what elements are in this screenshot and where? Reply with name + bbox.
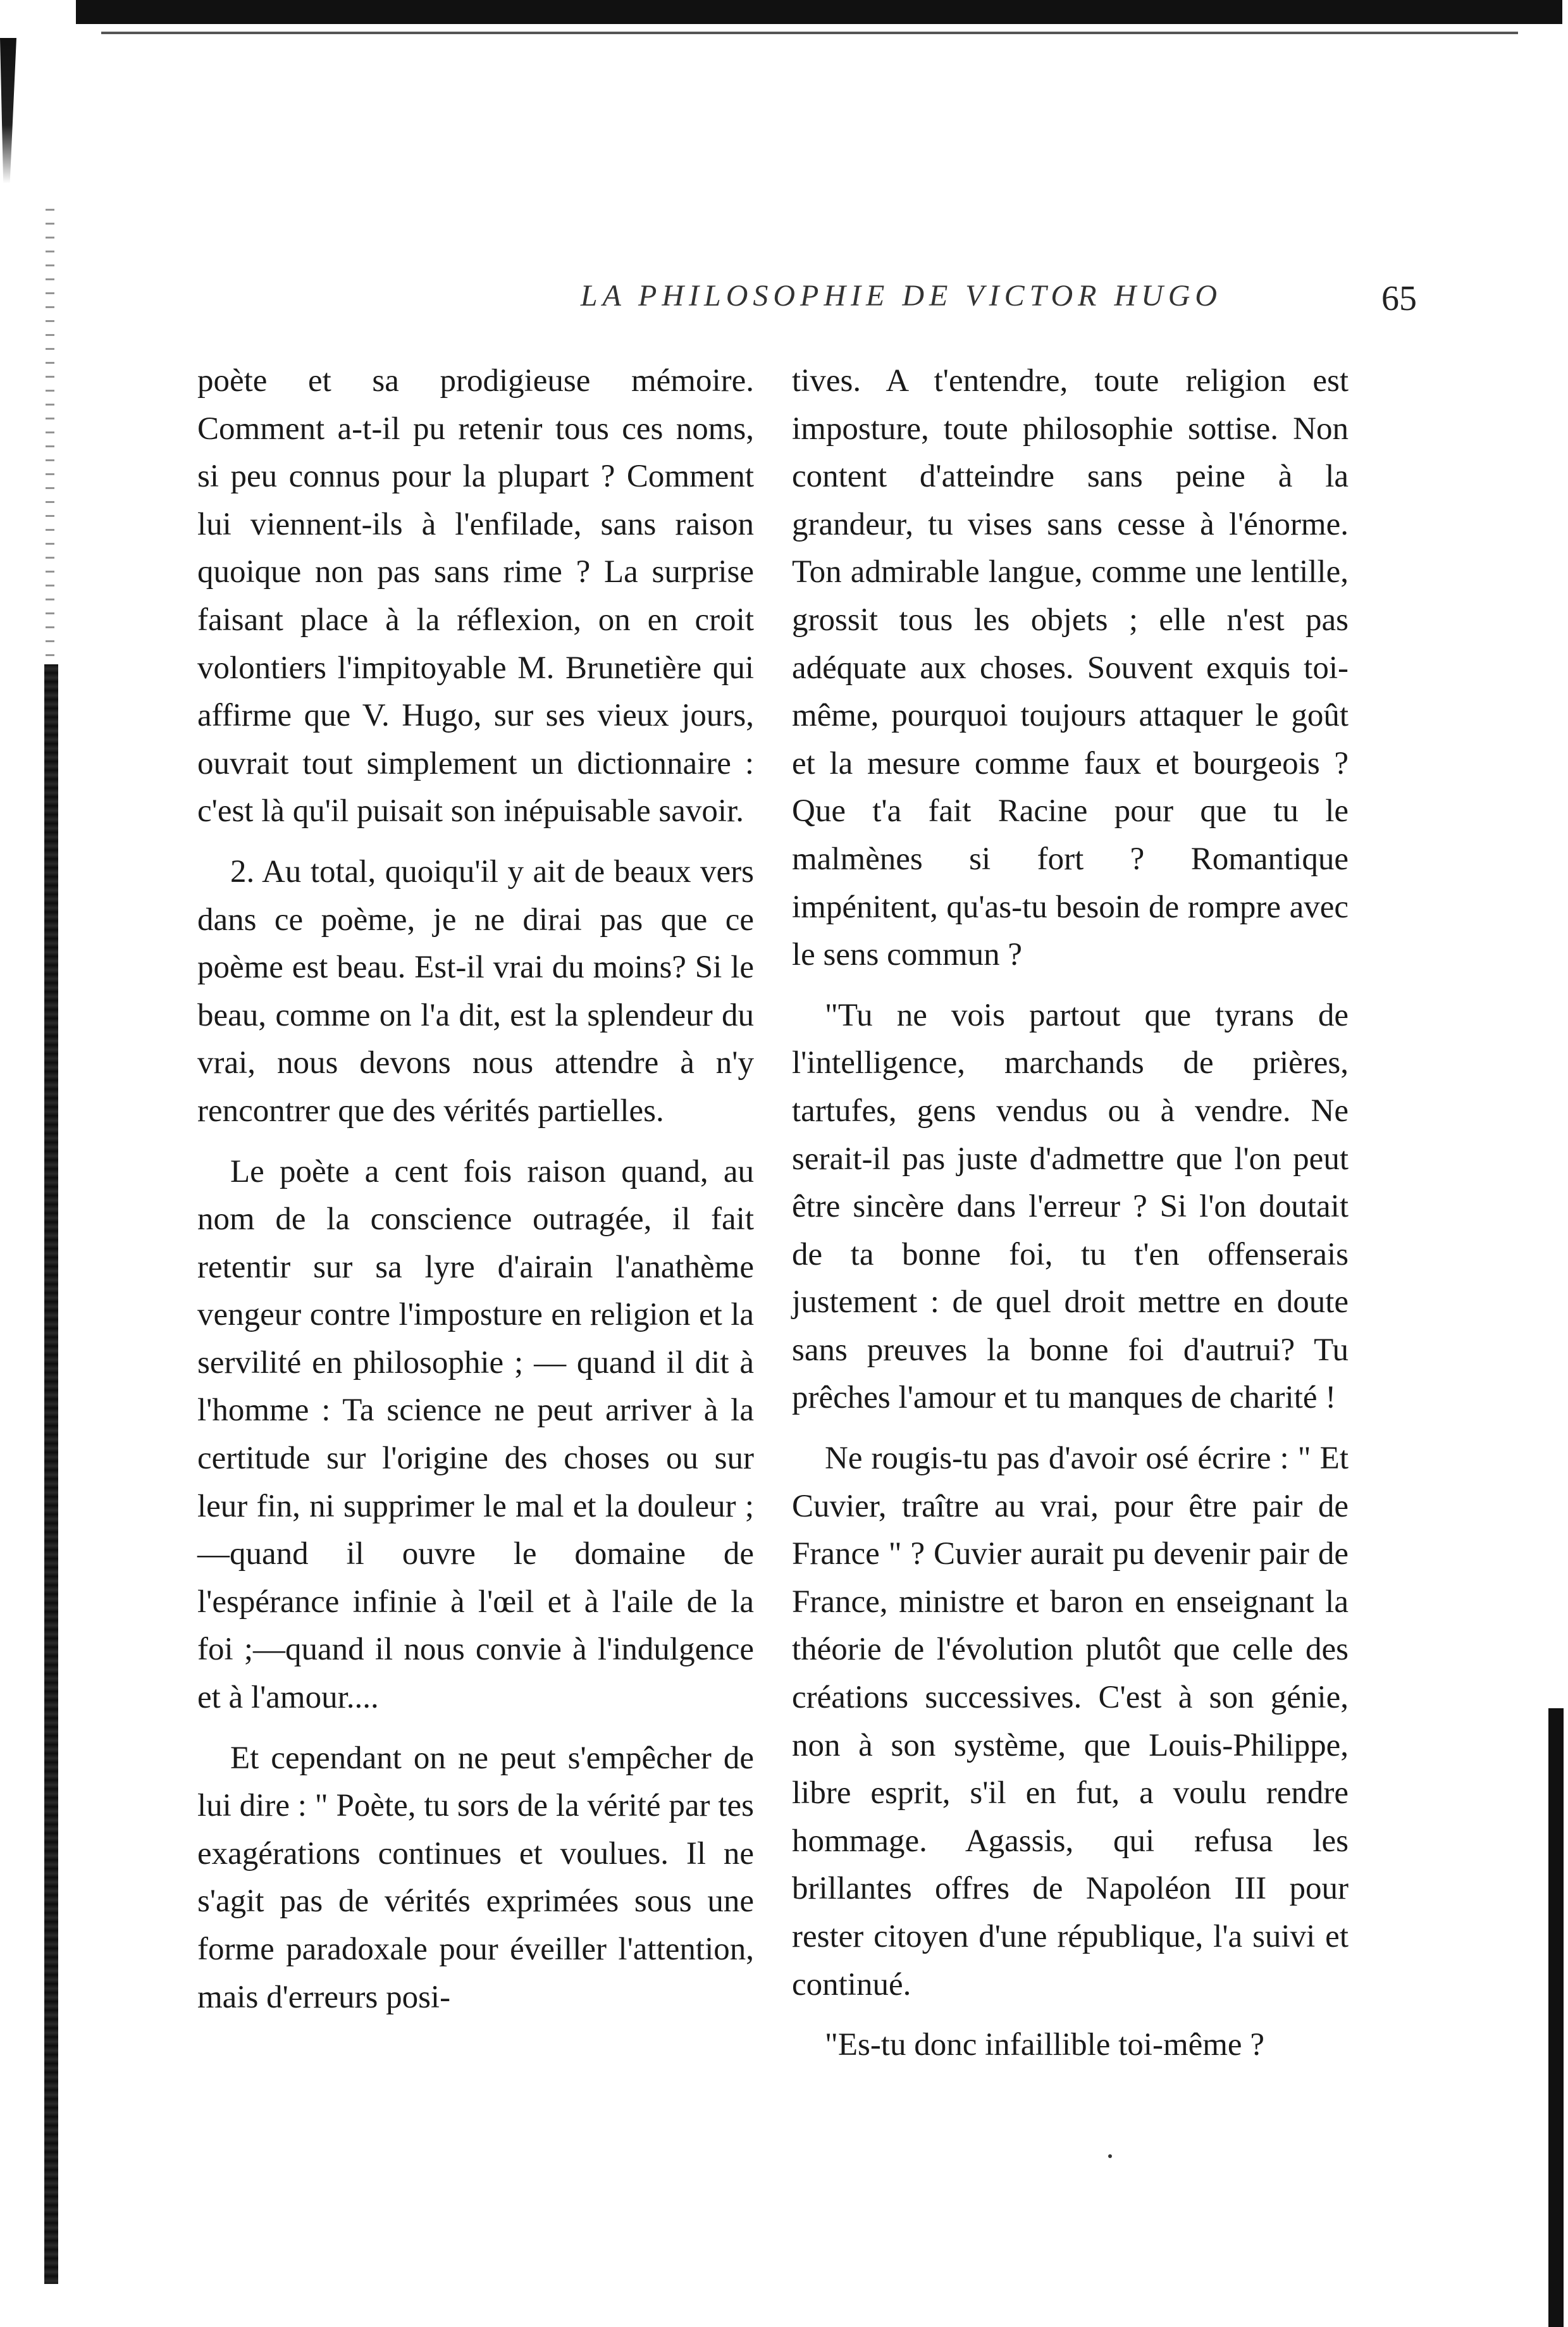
paragraph: Ne rougis-tu pas d'avoir osé écrire : " Et Cuvier, traître au vrai, pour être pair de France " ? Cuvier aurait pu devenir pair de France, ministre et baron en enseignant la théorie de l'évolution plutôt que celle des créations successives. C'est à son génie, non à son système, que Louis-Philippe, libre esprit, s'il en fut, a voulu rendre hommage. Agassis, qui refusa les brillantes offres de Napoléon III pour rester citoyen d'une république, l'a suivi et continué. xyxy=(792,1441,1349,2002)
paragraph: 2. Au total, quoiqu'il y ait de beaux vers dans ce poème, je ne dirai pas que ce poème est beau. Est-il vrai du moins? Si le beau, comme on l'a dit, est la splendeur du vrai, nous devons nous attendre à n'y rencontrer que des vérités partielles. xyxy=(197,853,754,1129)
paragraph: poète et sa prodigieuse mémoire. Comment a-t-il pu retenir tous ces noms, si peu connus pour la plupart ? Comment lui viennent-ils à l'enfilade, sans raison quoique non pas sans rime ? La surprise faisant place à la réflexion, on en croit volontiers l'impitoyable M. Brunetière qui affirme que V. Hugo, sur ses vieux jours, ouvrait tout simplement un dictionnaire : c'est là qu'il puisait son inépuisable savoir. xyxy=(197,363,754,829)
paragraph: "Tu ne vois partout que tyrans de l'intelligence, marchands de prières, tartufes, gens vendus ou à vendre. Ne serait-il pas juste d'admettre que l'on peut être sincère dans l'erreur ? Si l'on doutait de ta bonne foi, tu t'en offenserais justement : de quel droit mettre en doute sans preuves la bonne foi d'autrui? Tu prêches l'amour et tu manques de charité ! xyxy=(792,997,1349,1416)
paragraph: Le poète a cent fois raison quand, au nom de la conscience outragée, il fait retentir sur sa lyre d'airain l'anathème vengeur contre l'imposture en religion et la servilité en philosophie ; — quand il dit à l'homme : Ta science ne peut arriver à la certitude sur l'origine des choses ou sur leur fin, ni supprimer le mal et la douleur ;—quand il ouvre le domaine de l'espérance infinie à l'œil et à l'aile de la foi ;—quand il nous convie à l'indulgence et à l'amour.... xyxy=(197,1153,754,1716)
paragraph: Et cependant on ne peut s'empêcher de lui dire : " Poète, tu sors de la vérité par tes exagérations continues et voulues. Il ne s'agit pas de vérités exprimées sous une forme paradoxale pour éveiller l'attention, mais d'erreurs posi- xyxy=(197,1740,754,2015)
scan-specks-left xyxy=(46,209,54,664)
running-head: LA PHILOSOPHIE DE VICTOR HUGO xyxy=(580,279,1223,313)
left-column xyxy=(197,357,754,2021)
paragraph: tives. A t'entendre, toute religion est imposture, toute philosophie sottise. Non content d'atteindre sans peine à la grandeur, tu vises sans cesse à l'énorme. Ton admirable langue, comme une lentille, grossit tous les objets ; elle n'est pas adéquate aux choses. Souvent exquis toi-même, pourquoi toujours attaquer le goût et la mesure comme faux et bourgeois ? Que t'a fait Racine pour que tu le malmènes si fort ? Romantique impénitent, qu'as-tu besoin de rompre avec le sens commun ? xyxy=(792,363,1349,973)
paragraph: "Es-tu donc infaillible toi-même ? xyxy=(825,2027,1264,2063)
scan-edge-right xyxy=(1548,1708,1564,2327)
scan-rule-top xyxy=(101,32,1518,34)
scan-edge-top xyxy=(76,0,1562,24)
page-number: 65 xyxy=(1381,279,1417,318)
scan-mark-left xyxy=(0,38,16,183)
right-column xyxy=(792,357,1349,2069)
scan-speck xyxy=(1108,2154,1112,2158)
scan-binding-left xyxy=(44,664,58,2284)
